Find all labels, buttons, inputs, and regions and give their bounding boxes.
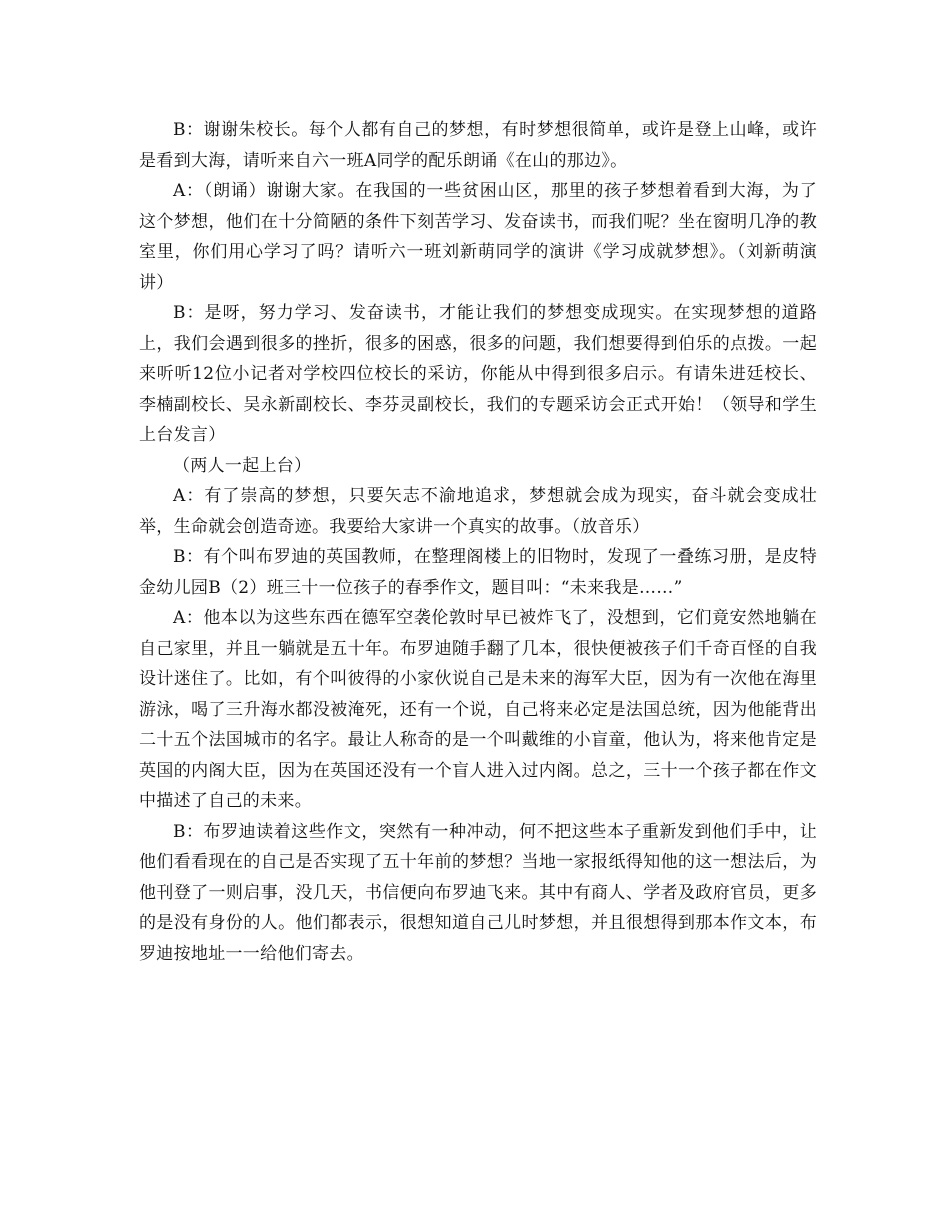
- document-body: [139, 115, 817, 969]
- paragraph: B：布罗迪读着这些作文，突然有一种冲动，何不把这些本子重新发到他们手中，让他们看看现在的自己是否实现了五十年前的梦想？当地一家报纸得知他的这一想法后，为他刊登了一则启事，没几天，书信便向布罗迪飞来。其中有商人、学者及政府官员，更多的是没有身份的人。他们都表示，很想知道自己儿时梦想，并且很想得到那本作文本，布罗迪按地址一一给他们寄去。: [139, 821, 817, 964]
- paragraph: B：谢谢朱校长。每个人都有自己的梦想，有时梦想很简单，或许是登上山峰，或许是看到大海，请听来自六一班A同学的配乐朗诵《在山的那边》。: [139, 120, 817, 171]
- paragraph: （两人一起上台）: [173, 455, 312, 476]
- paragraph: B：是呀，努力学习、发奋读书，才能让我们的梦想变成现实。在实现梦想的道路上，我们会遇到很多的挫折，很多的困惑，很多的问题，我们想要得到伯乐的点拨。一起来听听12位小记者对学校四位校长的采访，你能从中得到很多启示。有请朱进廷校长、李楠副校长、吴永新副校长、李芬灵副校长，我们的专题采访会正式开始！（领导和学生上台发言）: [139, 303, 817, 445]
- paragraph: A：（朗诵）谢谢大家。在我国的一些贫困山区，那里的孩子梦想着看到大海，为了这个梦想，他们在十分简陋的条件下刻苦学习、发奋读书，而我们呢？坐在窗明几净的教室里，你们用心学习了吗？请听六一班刘新萌同学的演讲《学习成就梦想》。（刘新萌演讲）: [139, 181, 817, 293]
- paragraph: A：他本以为这些东西在德军空袭伦敦时早已被炸飞了，没想到，它们竟安然地躺在自己家里，并且一躺就是五十年。布罗迪随手翻了几本，很快便被孩子们千奇百怪的自我设计迷住了。比如，有个叫彼得的小家伙说自己是未来的海军大臣，因为有一次他在海里游泳，喝了三升海水都没被淹死，还有一个说，自己将来必定是法国总统，因为他能背出二十五个法国城市的名字。最让人称奇的是一个叫戴维的小盲童，他认为，将来他肯定是英国的内阁大臣，因为在英国还没有一个盲人进入过内阁。总之，三十一个孩子都在作文中描述了自己的未来。: [139, 608, 817, 811]
- paragraph: B：有个叫布罗迪的英国教师，在整理阁楼上的旧物时，发现了一叠练习册，是皮特金幼儿园B（2）班三十一位孩子的春季作文，题目叫：“未来我是……”: [139, 547, 817, 598]
- paragraph: A：有了崇高的梦想，只要矢志不渝地追求，梦想就会成为现实，奋斗就会变成壮举，生命就会创造奇迹。我要给大家讲一个真实的故事。（放音乐）: [139, 486, 817, 537]
